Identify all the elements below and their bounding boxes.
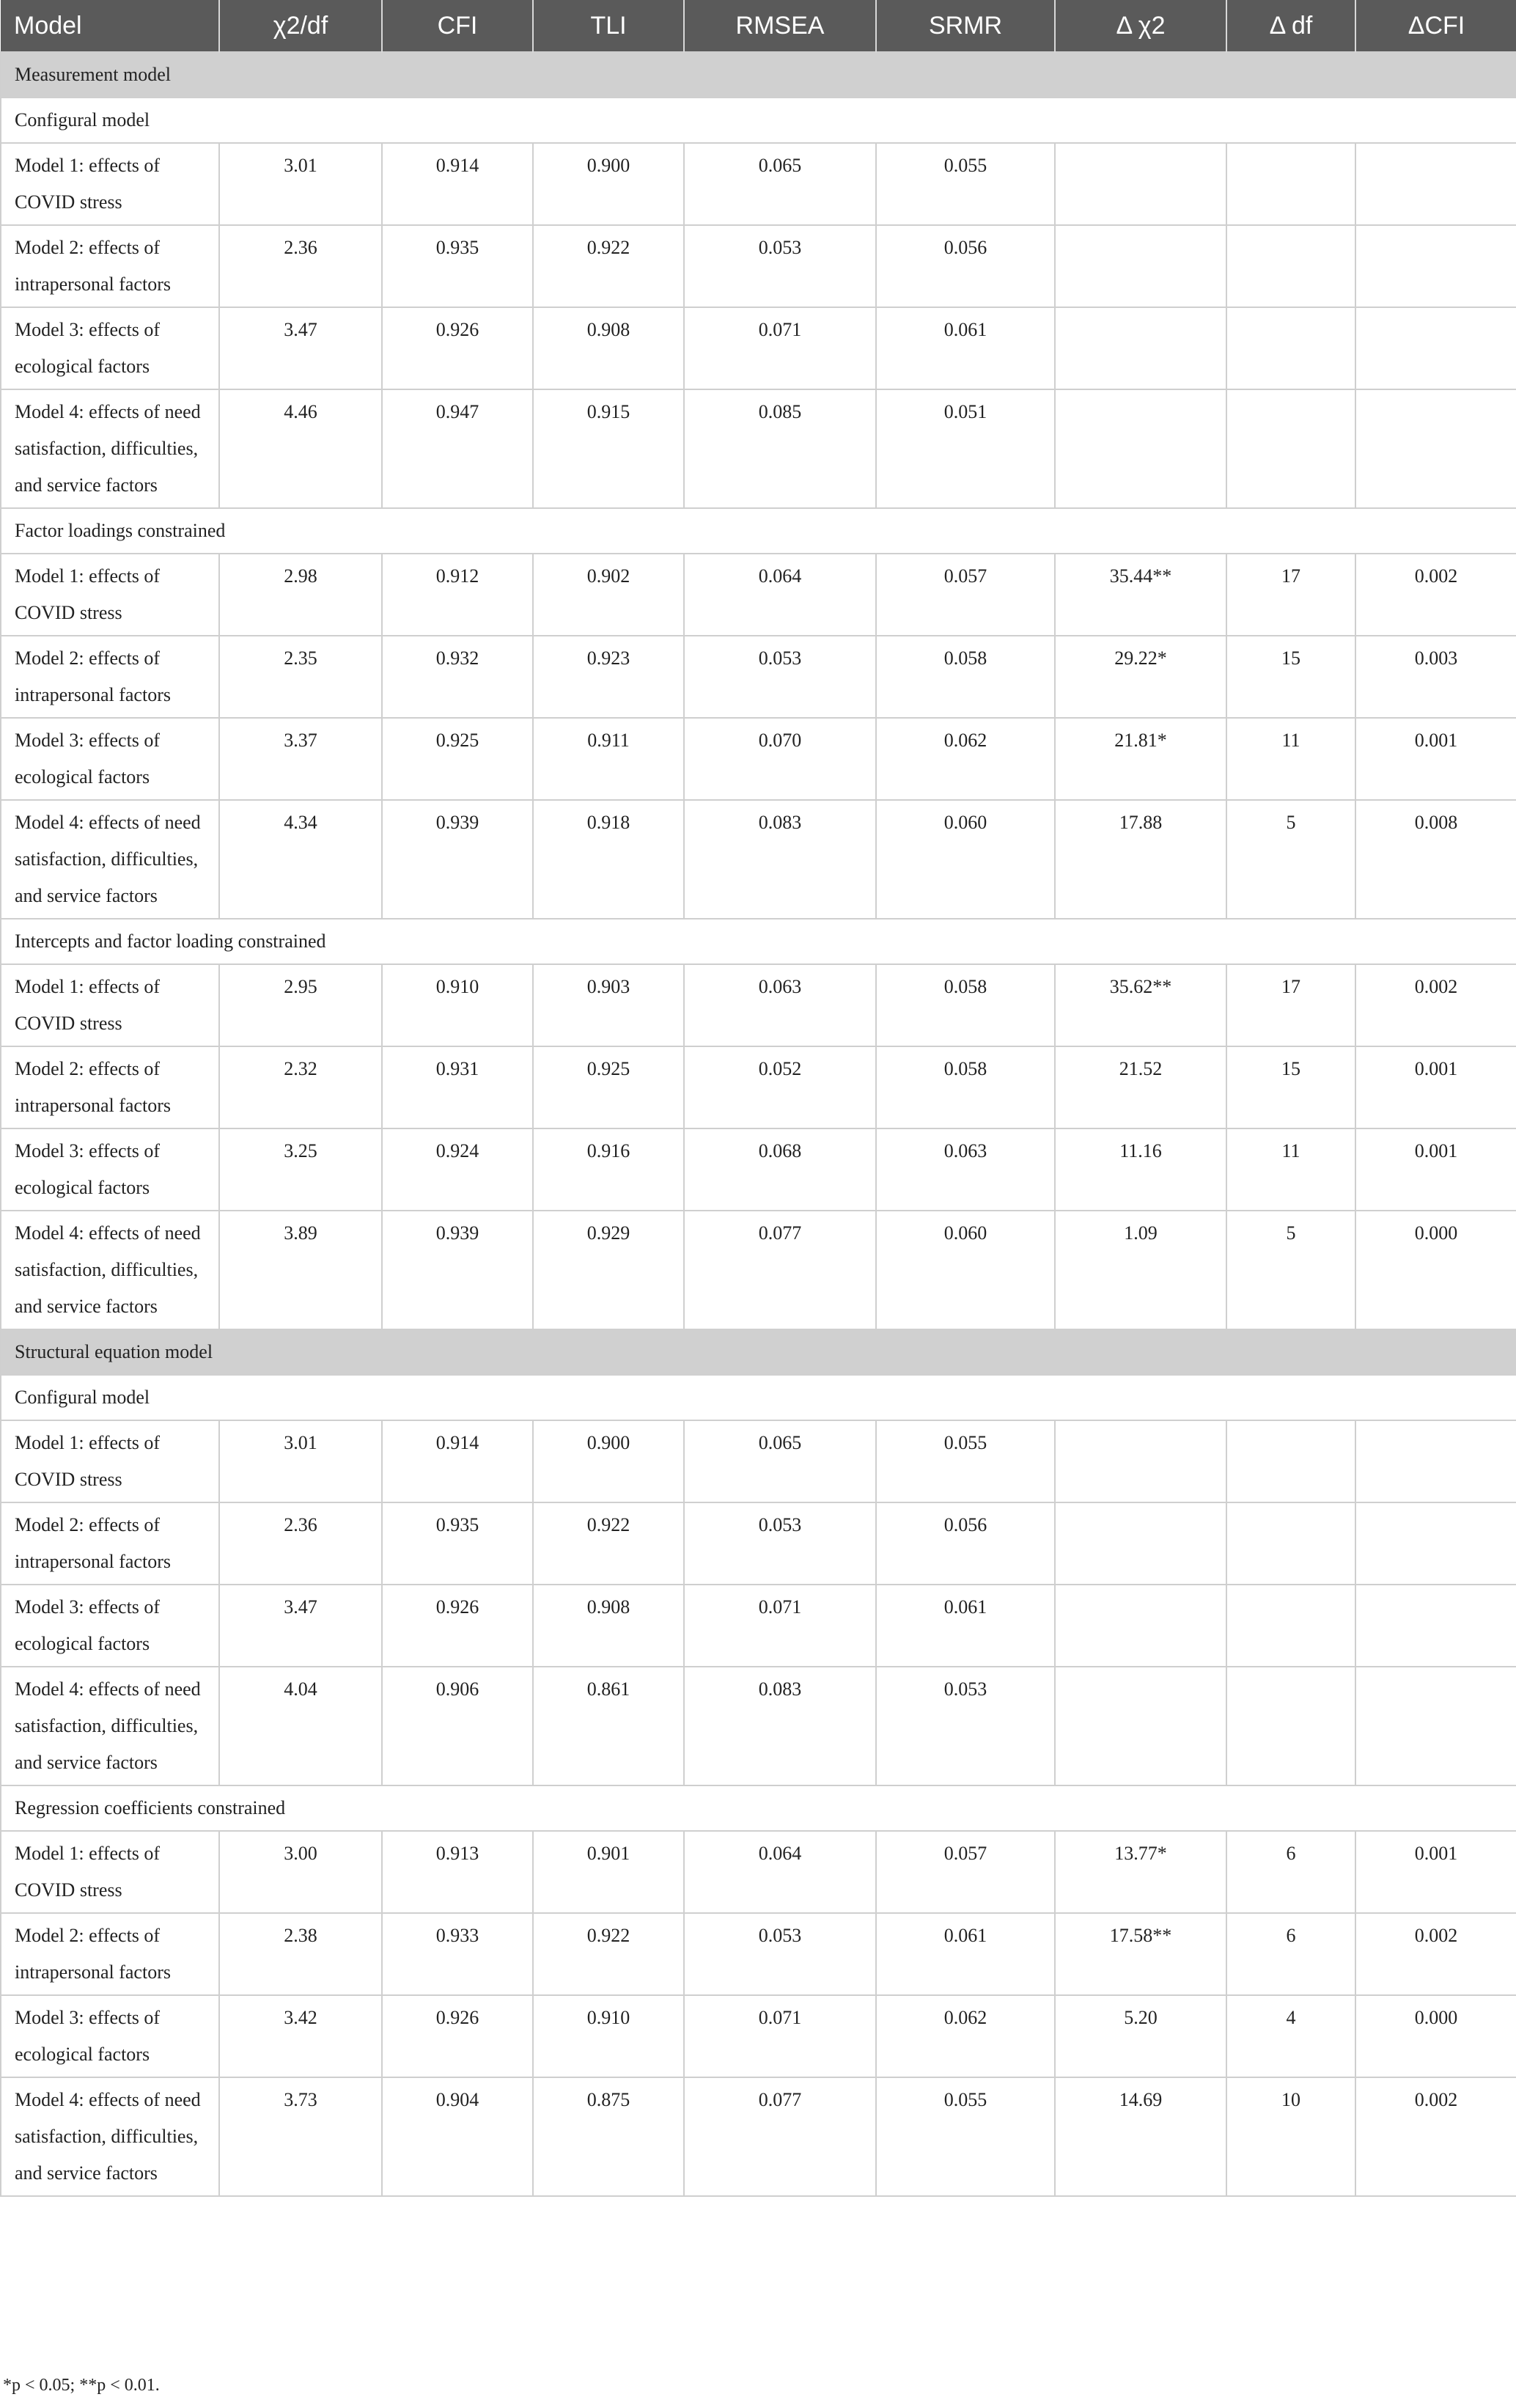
cell-chi: 3.73: [219, 2077, 382, 2196]
cell-dcfi: 0.003: [1355, 636, 1516, 718]
table-row: [1, 636, 1516, 718]
cell-ddf: [1226, 1420, 1355, 1502]
table-row: [1, 1831, 1516, 1913]
group-row: [1, 1785, 1516, 1831]
cell-cfi: 0.925: [382, 718, 533, 800]
cell-chi: 3.42: [219, 1995, 382, 2077]
table-row: [1, 1502, 1516, 1585]
cell-rmsea: 0.077: [684, 2077, 876, 2196]
cell-srmr: 0.061: [876, 1585, 1055, 1667]
cell-chi: 3.25: [219, 1128, 382, 1211]
cell-dchi: [1055, 1585, 1226, 1667]
cell-cfi: 0.912: [382, 554, 533, 636]
cell-dcfi: [1355, 307, 1516, 389]
cell-dchi: 1.09: [1055, 1211, 1226, 1329]
cell-dcfi: 0.000: [1355, 1211, 1516, 1329]
cell-dcfi: [1355, 225, 1516, 307]
cell-rmsea: 0.071: [684, 307, 876, 389]
cell-chi: 2.35: [219, 636, 382, 718]
header-chi-df: χ2/df: [219, 0, 382, 52]
cell-rmsea: 0.053: [684, 225, 876, 307]
cell-dcfi: [1355, 143, 1516, 225]
cell-dchi: [1055, 1502, 1226, 1585]
cell-ddf: [1226, 389, 1355, 508]
cell-dcfi: [1355, 1667, 1516, 1785]
cell-rmsea: 0.053: [684, 1502, 876, 1585]
table-row: [1, 1913, 1516, 1995]
cell-model: Model 1: effects of COVID stress: [1, 143, 219, 225]
cell-tli: 0.901: [533, 1831, 684, 1913]
cell-dchi: 35.62**: [1055, 964, 1226, 1046]
cell-srmr: 0.061: [876, 307, 1055, 389]
cell-chi: 2.36: [219, 225, 382, 307]
cell-dchi: 17.88: [1055, 800, 1226, 919]
cell-ddf: [1226, 225, 1355, 307]
cell-rmsea: 0.071: [684, 1585, 876, 1667]
cell-dcfi: [1355, 1502, 1516, 1585]
cell-rmsea: 0.077: [684, 1211, 876, 1329]
table-header: [1, 0, 1516, 52]
cell-srmr: 0.055: [876, 2077, 1055, 2196]
cell-srmr: 0.057: [876, 1831, 1055, 1913]
group-row: [1, 919, 1516, 964]
cell-rmsea: 0.053: [684, 1913, 876, 1995]
cell-model: Model 3: effects of ecological factors: [1, 718, 219, 800]
table-row: [1, 1420, 1516, 1502]
cell-srmr: 0.057: [876, 554, 1055, 636]
cell-ddf: 17: [1226, 554, 1355, 636]
cell-dchi: 35.44**: [1055, 554, 1226, 636]
cell-model: Model 4: effects of need satisfaction, difficulties, and service factors: [1, 800, 219, 919]
cell-rmsea: 0.064: [684, 1831, 876, 1913]
table-row: [1, 554, 1516, 636]
cell-tli: 0.903: [533, 964, 684, 1046]
cell-tli: 0.925: [533, 1046, 684, 1128]
cell-rmsea: 0.065: [684, 1420, 876, 1502]
section-row: [1, 52, 1516, 98]
group-title: Configural model: [1, 1375, 1516, 1420]
cell-dcfi: [1355, 1585, 1516, 1667]
cell-tli: 0.908: [533, 1585, 684, 1667]
cell-chi: 2.38: [219, 1913, 382, 1995]
cell-dchi: 5.20: [1055, 1995, 1226, 2077]
cell-dcfi: [1355, 389, 1516, 508]
header-delta-df: Δ df: [1226, 0, 1355, 52]
cell-ddf: [1226, 143, 1355, 225]
table-row: [1, 718, 1516, 800]
table-row: [1, 2077, 1516, 2196]
cell-dcfi: 0.001: [1355, 1128, 1516, 1211]
cell-srmr: 0.058: [876, 964, 1055, 1046]
cell-rmsea: 0.065: [684, 143, 876, 225]
cell-cfi: 0.939: [382, 1211, 533, 1329]
table-body: [1, 52, 1516, 2196]
cell-cfi: 0.904: [382, 2077, 533, 2196]
table-row: [1, 1667, 1516, 1785]
cell-model: Model 2: effects of intrapersonal factors: [1, 636, 219, 718]
cell-dcfi: 0.001: [1355, 1046, 1516, 1128]
cell-ddf: 6: [1226, 1831, 1355, 1913]
cell-dchi: [1055, 143, 1226, 225]
cell-ddf: 11: [1226, 1128, 1355, 1211]
cell-chi: 2.98: [219, 554, 382, 636]
cell-ddf: 15: [1226, 636, 1355, 718]
cell-srmr: 0.063: [876, 1128, 1055, 1211]
cell-chi: 2.95: [219, 964, 382, 1046]
cell-ddf: 4: [1226, 1995, 1355, 2077]
table-footnote: *p < 0.05; **p < 0.01.: [3, 2376, 160, 2395]
cell-model: Model 3: effects of ecological factors: [1, 1995, 219, 2077]
cell-model: Model 4: effects of need satisfaction, difficulties, and service factors: [1, 2077, 219, 2196]
cell-rmsea: 0.064: [684, 554, 876, 636]
cell-srmr: 0.055: [876, 143, 1055, 225]
cell-dcfi: 0.001: [1355, 718, 1516, 800]
cell-dchi: 21.52: [1055, 1046, 1226, 1128]
cell-model: Model 4: effects of need satisfaction, difficulties, and service factors: [1, 1667, 219, 1785]
cell-model: Model 4: effects of need satisfaction, difficulties, and service factors: [1, 1211, 219, 1329]
cell-dcfi: 0.000: [1355, 1995, 1516, 2077]
cell-srmr: 0.056: [876, 1502, 1055, 1585]
cell-chi: 3.01: [219, 1420, 382, 1502]
cell-srmr: 0.060: [876, 800, 1055, 919]
cell-chi: 3.47: [219, 1585, 382, 1667]
section-title: Structural equation model: [1, 1329, 1516, 1375]
header-rmsea: RMSEA: [684, 0, 876, 52]
table-row: [1, 1046, 1516, 1128]
cell-srmr: 0.062: [876, 1995, 1055, 2077]
cell-model: Model 1: effects of COVID stress: [1, 1420, 219, 1502]
group-row: [1, 98, 1516, 143]
cell-srmr: 0.055: [876, 1420, 1055, 1502]
cell-dchi: [1055, 307, 1226, 389]
cell-dcfi: [1355, 1420, 1516, 1502]
cell-cfi: 0.933: [382, 1913, 533, 1995]
cell-dchi: 14.69: [1055, 2077, 1226, 2196]
cell-dchi: 13.77*: [1055, 1831, 1226, 1913]
cell-srmr: 0.056: [876, 225, 1055, 307]
cell-dcfi: 0.001: [1355, 1831, 1516, 1913]
cell-cfi: 0.935: [382, 1502, 533, 1585]
header-delta-cfi: ΔCFI: [1355, 0, 1516, 52]
cell-ddf: [1226, 1585, 1355, 1667]
cell-tli: 0.900: [533, 1420, 684, 1502]
table-row: [1, 1128, 1516, 1211]
cell-cfi: 0.913: [382, 1831, 533, 1913]
cell-dcfi: 0.008: [1355, 800, 1516, 919]
cell-dchi: 29.22*: [1055, 636, 1226, 718]
cell-ddf: [1226, 307, 1355, 389]
cell-model: Model 4: effects of need satisfaction, difficulties, and service factors: [1, 389, 219, 508]
cell-tli: 0.929: [533, 1211, 684, 1329]
header-cfi: CFI: [382, 0, 533, 52]
cell-cfi: 0.932: [382, 636, 533, 718]
cell-ddf: [1226, 1502, 1355, 1585]
cell-chi: 3.00: [219, 1831, 382, 1913]
cell-dchi: [1055, 1420, 1226, 1502]
cell-cfi: 0.924: [382, 1128, 533, 1211]
cell-tli: 0.902: [533, 554, 684, 636]
header-srmr: SRMR: [876, 0, 1055, 52]
cell-rmsea: 0.053: [684, 636, 876, 718]
section-row: [1, 1329, 1516, 1375]
cell-cfi: 0.926: [382, 1585, 533, 1667]
cell-model: Model 3: effects of ecological factors: [1, 1585, 219, 1667]
cell-chi: 3.01: [219, 143, 382, 225]
cell-tli: 0.922: [533, 1913, 684, 1995]
cell-tli: 0.922: [533, 225, 684, 307]
cell-model: Model 1: effects of COVID stress: [1, 964, 219, 1046]
cell-model: Model 2: effects of intrapersonal factors: [1, 1913, 219, 1995]
cell-model: Model 1: effects of COVID stress: [1, 1831, 219, 1913]
cell-tli: 0.923: [533, 636, 684, 718]
table-row: [1, 800, 1516, 919]
table-row: [1, 1995, 1516, 2077]
cell-rmsea: 0.083: [684, 800, 876, 919]
cell-tli: 0.922: [533, 1502, 684, 1585]
cell-cfi: 0.926: [382, 307, 533, 389]
cell-dchi: 17.58**: [1055, 1913, 1226, 1995]
cell-tli: 0.911: [533, 718, 684, 800]
cell-chi: 2.36: [219, 1502, 382, 1585]
cell-ddf: 10: [1226, 2077, 1355, 2196]
cell-srmr: 0.053: [876, 1667, 1055, 1785]
cell-chi: 4.04: [219, 1667, 382, 1785]
cell-tli: 0.915: [533, 389, 684, 508]
cell-tli: 0.861: [533, 1667, 684, 1785]
cell-cfi: 0.906: [382, 1667, 533, 1785]
cell-tli: 0.900: [533, 143, 684, 225]
cell-ddf: 5: [1226, 1211, 1355, 1329]
cell-rmsea: 0.071: [684, 1995, 876, 2077]
cell-cfi: 0.931: [382, 1046, 533, 1128]
cell-rmsea: 0.083: [684, 1667, 876, 1785]
cell-chi: 2.32: [219, 1046, 382, 1128]
cell-dcfi: 0.002: [1355, 964, 1516, 1046]
group-title: Intercepts and factor loading constrained: [1, 919, 1516, 964]
section-title: Measurement model: [1, 52, 1516, 98]
group-row: [1, 508, 1516, 554]
cell-cfi: 0.939: [382, 800, 533, 919]
table-row: [1, 1211, 1516, 1329]
cell-tli: 0.875: [533, 2077, 684, 2196]
cell-cfi: 0.935: [382, 225, 533, 307]
cell-tli: 0.918: [533, 800, 684, 919]
cell-chi: 3.47: [219, 307, 382, 389]
table-row: [1, 143, 1516, 225]
cell-ddf: [1226, 1667, 1355, 1785]
cell-chi: 4.34: [219, 800, 382, 919]
table-row: [1, 964, 1516, 1046]
cell-ddf: 5: [1226, 800, 1355, 919]
cell-dchi: [1055, 389, 1226, 508]
cell-rmsea: 0.063: [684, 964, 876, 1046]
cell-ddf: 11: [1226, 718, 1355, 800]
cell-ddf: 6: [1226, 1913, 1355, 1995]
cell-chi: 3.89: [219, 1211, 382, 1329]
cell-model: Model 2: effects of intrapersonal factors: [1, 225, 219, 307]
cell-model: Model 3: effects of ecological factors: [1, 307, 219, 389]
group-title: Factor loadings constrained: [1, 508, 1516, 554]
cell-tli: 0.916: [533, 1128, 684, 1211]
cell-tli: 0.908: [533, 307, 684, 389]
cell-rmsea: 0.070: [684, 718, 876, 800]
header-model: Model: [1, 0, 219, 52]
cell-cfi: 0.914: [382, 1420, 533, 1502]
cell-model: Model 3: effects of ecological factors: [1, 1128, 219, 1211]
cell-model: Model 2: effects of intrapersonal factors: [1, 1046, 219, 1128]
cell-dcfi: 0.002: [1355, 1913, 1516, 1995]
cell-tli: 0.910: [533, 1995, 684, 2077]
header-delta-chi: Δ χ2: [1055, 0, 1226, 52]
group-title: Regression coefficients constrained: [1, 1785, 1516, 1831]
cell-cfi: 0.947: [382, 389, 533, 508]
cell-srmr: 0.061: [876, 1913, 1055, 1995]
group-title: Configural model: [1, 98, 1516, 143]
cell-dchi: 21.81*: [1055, 718, 1226, 800]
cell-model: Model 1: effects of COVID stress: [1, 554, 219, 636]
table-row: [1, 389, 1516, 508]
cell-ddf: 15: [1226, 1046, 1355, 1128]
cell-cfi: 0.910: [382, 964, 533, 1046]
cell-cfi: 0.926: [382, 1995, 533, 2077]
cell-rmsea: 0.085: [684, 389, 876, 508]
cell-dcfi: 0.002: [1355, 2077, 1516, 2196]
cell-srmr: 0.062: [876, 718, 1055, 800]
header-tli: TLI: [533, 0, 684, 52]
cell-srmr: 0.058: [876, 636, 1055, 718]
cell-srmr: 0.060: [876, 1211, 1055, 1329]
cell-dchi: 11.16: [1055, 1128, 1226, 1211]
cell-rmsea: 0.052: [684, 1046, 876, 1128]
cell-model: Model 2: effects of intrapersonal factors: [1, 1502, 219, 1585]
cell-cfi: 0.914: [382, 143, 533, 225]
cell-dchi: [1055, 1667, 1226, 1785]
table-row: [1, 307, 1516, 389]
table-row: [1, 225, 1516, 307]
cell-srmr: 0.051: [876, 389, 1055, 508]
cell-chi: 3.37: [219, 718, 382, 800]
group-row: [1, 1375, 1516, 1420]
cell-ddf: 17: [1226, 964, 1355, 1046]
cell-rmsea: 0.068: [684, 1128, 876, 1211]
cell-dcfi: 0.002: [1355, 554, 1516, 636]
cell-srmr: 0.058: [876, 1046, 1055, 1128]
cell-dchi: [1055, 225, 1226, 307]
table-row: [1, 1585, 1516, 1667]
cell-chi: 4.46: [219, 389, 382, 508]
